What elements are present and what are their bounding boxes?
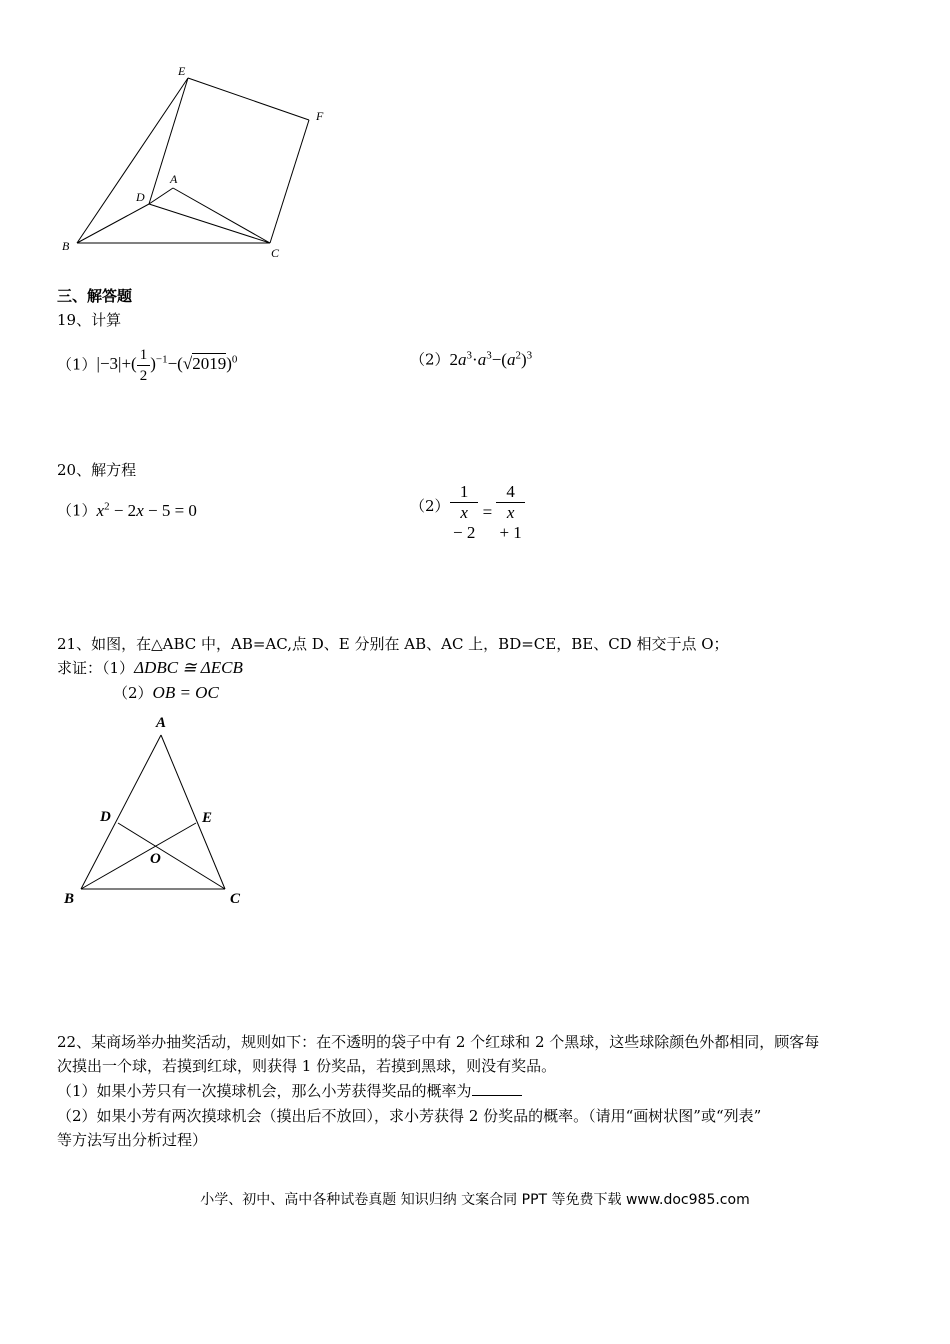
segment-da [149, 188, 173, 204]
q19-part1-expression: |−3|+( $\frac{1}{2}$ )$^{-1}-(√2019)^0$ [96, 347, 238, 384]
q19-part1 [57, 345, 237, 386]
q20-part1-equation: $x^2 - 2x - 5 = 0$ [96, 500, 197, 520]
q21-part2-number: （2） [113, 684, 153, 702]
q21-statement: 21、如图，在△ABC 中，AB=AC,点 D、E 分别在 AB、AC 上，BD=CE，BE、CD 相交于点 O； [57, 635, 729, 653]
label-b: B [64, 891, 75, 907]
label-f: F [316, 109, 324, 123]
label-b: B [62, 239, 70, 253]
label-e: E [178, 64, 186, 78]
segment-be [77, 78, 188, 243]
q21-prove-label: 求证： [57, 659, 103, 677]
q20-title: 20、解方程 [57, 461, 137, 479]
q19-part1-number: （1） [57, 355, 97, 374]
q21-part2-expression: OB = OC [152, 683, 219, 702]
answer-blank[interactable] [472, 1081, 522, 1096]
q19-title: 19、计算 [57, 311, 122, 329]
side-ac [161, 735, 225, 889]
label-o: O [150, 851, 161, 867]
label-a: A [156, 715, 167, 731]
label-d: D [100, 809, 111, 825]
segment-dc [149, 204, 270, 243]
q19-part2-number: （2） [410, 350, 450, 369]
q21-prove-line1 [57, 658, 243, 678]
segment-ed [149, 78, 188, 204]
q22-part1-text: （1）如果小芳只有一次摸球机会，那么小芳获得奖品的概率为 [57, 1082, 472, 1100]
triangle-figure-abc [55, 708, 265, 913]
segment-ac [173, 188, 270, 243]
geometry-figure-efcb [55, 60, 345, 265]
q20-part1 [57, 496, 197, 521]
q22-line5: 等方法写出分析过程） [57, 1131, 208, 1149]
q21-part1-number: （1） [102, 659, 135, 677]
segment-bd [77, 204, 149, 243]
q22-line4: （2）如果小芳有两次摸球机会（摸出后不放回），求小芳获得 2 份奖品的概率。（请用“画树状图”或“列表” [57, 1107, 762, 1125]
segment-cd [118, 823, 225, 889]
q19-part2-expression: $2a^3\cdot a^3-(a^2)^3$ [449, 349, 533, 369]
q20-part1-number: （1） [57, 501, 97, 520]
q20-part2-number: （2） [410, 497, 450, 515]
q22-line2: 次摸出一个球，若摸到红球，则获得 1 份奖品，若摸到黑球，则没有奖品。 [57, 1057, 557, 1075]
label-c: C [230, 891, 241, 907]
label-c: C [271, 246, 280, 260]
q20-part2-equation: 1 x − 2 = 4 x + 1 [450, 482, 525, 543]
q22-line3 [57, 1081, 522, 1101]
label-d: D [136, 190, 145, 204]
q22-line1: 22、某商场举办抽奖活动，规则如下：在不透明的袋子中有 2 个红球和 2 个黑球，这些球除颜色外都相同，顾客每 [57, 1033, 820, 1051]
segment-fc [270, 120, 309, 243]
label-e: E [202, 810, 213, 826]
section-title: 三、解答题 [57, 287, 133, 305]
q20-part2 [410, 496, 450, 516]
segment-ef [188, 78, 309, 120]
label-a: A [170, 172, 178, 186]
q21-prove-line2 [113, 683, 219, 703]
q19-part2 [410, 345, 532, 370]
q21-part1-expression: ΔDBC ≅ ΔECB [134, 658, 243, 677]
footer-text: 小学、初中、高中各种试卷真题 知识归纳 文案合同 PPT 等免费下载 www.doc985.com [200, 1192, 750, 1208]
